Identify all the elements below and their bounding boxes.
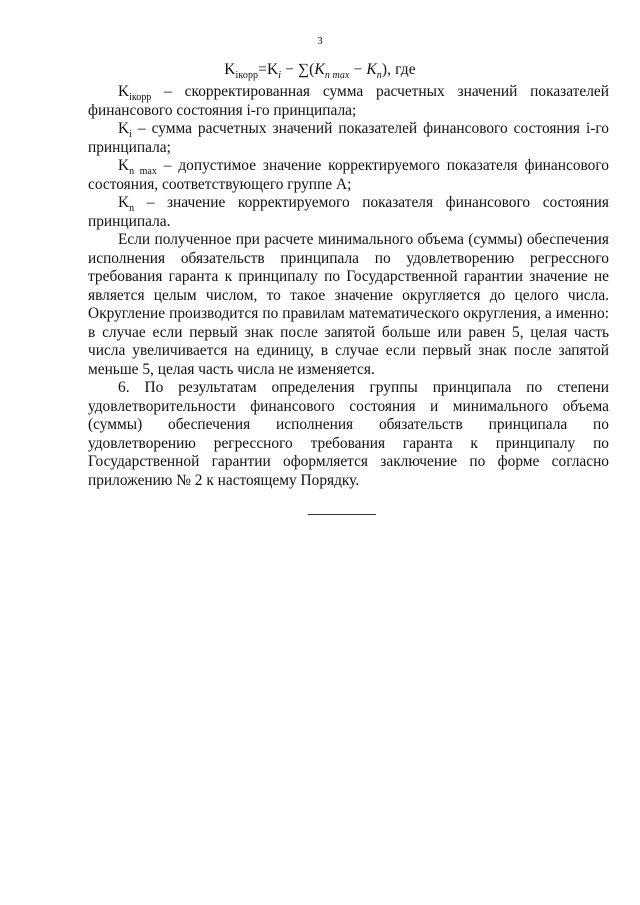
formula-equals: =K xyxy=(258,61,279,78)
document-body xyxy=(88,83,609,490)
definition-k-n xyxy=(88,194,609,231)
definition-symbol: K xyxy=(118,194,130,211)
definition-text: – скорректированная сумма расчетных значений показателей финансового состояния i-го принципала; xyxy=(88,83,609,119)
page-number: 3 xyxy=(317,36,323,47)
formula-close-paren: ), xyxy=(381,61,392,78)
definition-text: – значение корректируемого показателя финансового состояния принципала. xyxy=(88,194,609,230)
definition-k-i xyxy=(88,120,609,157)
paragraph-rounding: Если полученное при расчете минимального объема (суммы) обеспечения исполнения обязательств принципала по удовлетворению регрессного требования гаранта к принципалу по Государственной гарантии значение не является целым числом, то такое значение округляется до целого числа. Округление производится по правилам математического округления, а именно: в случае если первый знак после запятой больше или равен 5, целая часть числа увеличивается на единицу, в случае если первый знак после запятой меньше 5, целая часть числа не изменяется. xyxy=(88,231,609,378)
formula-where: где xyxy=(391,61,416,78)
definition-subscript: n max xyxy=(129,166,157,178)
formula-open-paren: ( xyxy=(309,61,315,78)
paragraph-6-conclusion: 6. По результатам определения группы принципала по степени удовлетворительности финансового состояния и минимального объема (суммы) обеспечения исполнения обязательств принципала по удовлетворению регрессного требования гаранта к принципалу по Государственной гарантии оформляется заключение по форме согласно приложению № 2 к настоящему Порядку. xyxy=(88,379,609,489)
formula-kn: K xyxy=(366,61,377,78)
formula-kn-subscript: n xyxy=(376,70,382,82)
definition-text: – сумма расчетных значений показателей финансового состояния i-го принципала; xyxy=(88,120,609,156)
formula xyxy=(0,61,640,81)
definition-symbol: K xyxy=(118,120,130,137)
formula-lhs: K xyxy=(224,61,236,78)
end-divider xyxy=(308,514,376,515)
definition-symbol: K xyxy=(118,83,130,100)
definition-symbol: K xyxy=(118,157,130,174)
formula-sigma: ∑ xyxy=(297,61,310,78)
formula-term-index: i xyxy=(278,70,282,82)
formula-kn-max-subscript: n max xyxy=(324,70,350,82)
definition-subscript: iкорр xyxy=(129,92,152,104)
formula-kn-max: K xyxy=(314,61,325,78)
definition-subscript: i xyxy=(129,129,132,141)
formula-minus-2: − xyxy=(349,61,367,78)
definition-text: – допустимое значение корректируемого показателя финансового состояния, соответствующего группе А; xyxy=(88,157,609,193)
definition-k-icorr xyxy=(88,83,609,120)
definition-k-n-max xyxy=(88,157,609,194)
formula-lhs-subscript: iкорр xyxy=(235,70,259,82)
formula-minus: − xyxy=(281,61,298,78)
definition-subscript: n xyxy=(129,203,135,215)
